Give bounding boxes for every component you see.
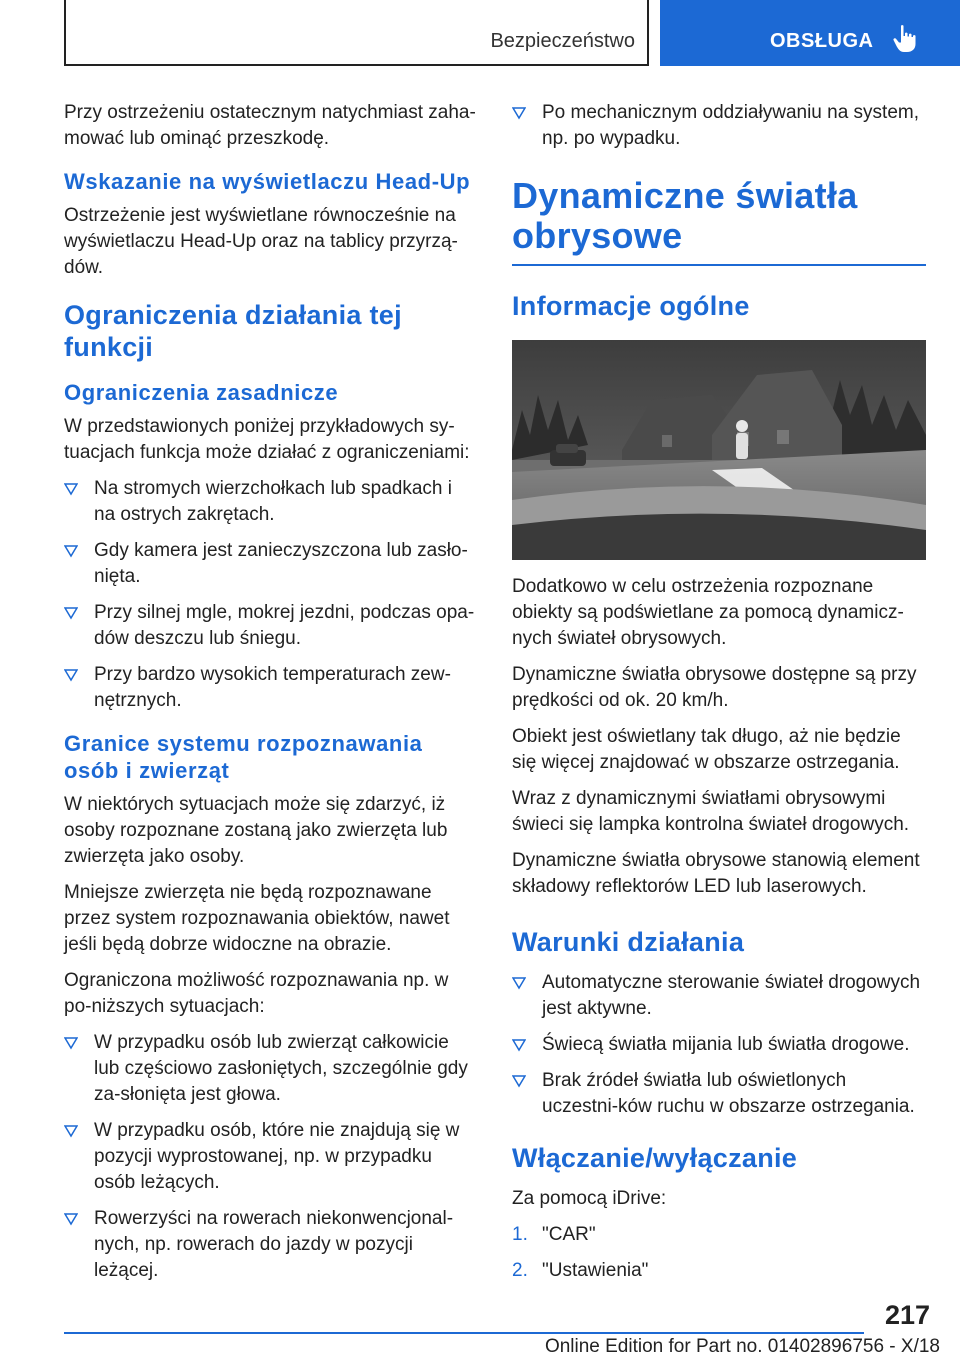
- header-chapter-tab[interactable]: [660, 0, 960, 66]
- recognition-list: [64, 1030, 478, 1284]
- conditions-heading: Warunki działania: [512, 927, 745, 957]
- header-bottom-rule: [64, 64, 649, 66]
- left-column: [64, 100, 478, 1294]
- intro-paragraph: Przy ostrzeżeniu ostatecznym natychmiast zaha-mować lub ominąć przeszkodę.: [64, 102, 476, 149]
- basic-limits-paragraph: W przedstawionych poniżej przykładowych sy-tuacjach funkcja może działać z ograniczeniami:: [64, 416, 470, 463]
- list-item: Świecą światła mijania lub światła drogowe.: [512, 1032, 926, 1058]
- header-section-title: Bezpieczeństwo: [490, 30, 635, 52]
- recognition-heading: Granice systemu rozpoznawania osób i zwierząt: [64, 731, 423, 783]
- list-item: Przy bardzo wysokich temperaturach zew-nętrznych.: [64, 662, 478, 714]
- header-divider: [647, 0, 649, 66]
- dynamic-lights-heading: Dynamiczne światła obrysowe: [512, 176, 926, 266]
- general-info-heading: Informacje ogólne: [512, 291, 750, 321]
- list-item: W przypadku osób, które nie znajdują się w pozycji wyprostowanej, np. w przypadku osób leżących.: [64, 1118, 478, 1196]
- step-item: 2. "Ustawienia": [512, 1260, 649, 1281]
- general-paragraph-3: Obiekt jest oświetlany tak długo, aż nie będzie się więcej znajdować w obszarze ostrzegania.: [512, 726, 901, 773]
- triangle-bullet-icon: [64, 668, 78, 682]
- general-paragraph-5: Dynamiczne światła obrysowe stanowią element składowy reflektorów LED lub laserowych.: [512, 850, 920, 897]
- list-item: Automatyczne sterowanie świateł drogowych jest aktywne.: [512, 970, 926, 1022]
- general-paragraph-4: Wraz z dynamicznymi światłami obrysowymi świeci się lampka kontrolna świateł drogowych.: [512, 788, 910, 835]
- headup-heading: Wskazanie na wyświetlaczu Head-Up: [64, 169, 471, 194]
- triangle-bullet-icon: [64, 606, 78, 620]
- footer-edition-text: Online Edition for Part no. 01402896756 - X/18: [544, 1336, 940, 1357]
- list-item: Gdy kamera jest zanieczyszczona lub zasło-nięta.: [64, 538, 478, 590]
- triangle-bullet-icon: [64, 544, 78, 558]
- recognition-paragraph-3: Ograniczona możliwość rozpoznawania np. w po-niższych sytuacjach:: [64, 970, 449, 1017]
- night-road-illustration: [512, 340, 926, 560]
- hand-pointer-icon: [892, 24, 918, 54]
- general-paragraph-1: Dodatkowo w celu ostrzeżenia rozpoznane obiekty są podświetlane za pomocą dynamicz-nych świateł obrysowych.: [512, 576, 904, 649]
- on-off-heading: Włączanie/wyłączanie: [512, 1143, 798, 1173]
- recognition-paragraph-2: Mniejsze zwierzęta nie będą rozpoznawane przez system rozpoznawania obiektów, nawet jeśli będą dobrze widoczne na obrazie.: [64, 882, 450, 955]
- list-item: Na stromych wierzchołkach lub spadkach i na ostrych zakrętach.: [64, 476, 478, 528]
- triangle-bullet-icon: [512, 1038, 526, 1052]
- steps-list: [512, 1222, 926, 1284]
- right-column: [512, 100, 926, 1294]
- continued-list: [512, 100, 926, 152]
- triangle-bullet-icon: [64, 1036, 78, 1050]
- list-item: Rowerzyści na rowerach niekonwencjonal-nych, np. rowerach do jazdy w pozycji leżącej.: [64, 1206, 478, 1284]
- triangle-bullet-icon: [512, 976, 526, 990]
- list-item: Brak źródeł światła lub oświetlonych uczestni-ków ruchu w obszarze ostrzegania.: [512, 1068, 926, 1120]
- header-left-rule: [64, 0, 66, 66]
- triangle-bullet-icon: [512, 1074, 526, 1088]
- page-number: 217: [884, 1300, 930, 1330]
- general-paragraph-2: Dynamiczne światła obrysowe dostępne są przy prędkości od ok. 20 km/h.: [512, 664, 917, 711]
- limits-heading: Ograniczenia działania tej funkcji: [64, 300, 402, 362]
- headup-paragraph: Ostrzeżenie jest wyświetlane równocześnie na wyświetlaczu Head-Up oraz na tablicy przyrzą-dów.: [64, 205, 458, 278]
- on-off-paragraph: Za pomocą iDrive:: [512, 1188, 667, 1209]
- header-chapter-label: OBSŁUGA: [770, 30, 874, 52]
- list-item: W przypadku osób lub zwierząt całkowicie lub częściowo zasłoniętych, szczególnie gdy za-słonięta jest głowa.: [64, 1030, 478, 1108]
- step-item: 1. "CAR": [512, 1224, 596, 1245]
- list-item: Po mechanicznym oddziaływaniu na system, np. po wypadku.: [512, 100, 926, 152]
- footer-rule: [64, 1332, 864, 1334]
- recognition-paragraph-1: W niektórych sytuacjach może się zdarzyć, iż osoby rozpoznane zostaną jako zwierzęta lub zwierzęta jako osoby.: [64, 794, 448, 867]
- list-item: Przy silnej mgle, mokrej jezdni, podczas opa-dów deszczu lub śniegu.: [64, 600, 478, 652]
- triangle-bullet-icon: [64, 1124, 78, 1138]
- conditions-list: [512, 970, 926, 1120]
- basic-limits-heading: Ograniczenia zasadnicze: [64, 380, 339, 405]
- basic-limits-list: [64, 476, 478, 714]
- triangle-bullet-icon: [512, 106, 526, 120]
- triangle-bullet-icon: [64, 1212, 78, 1226]
- triangle-bullet-icon: [64, 482, 78, 496]
